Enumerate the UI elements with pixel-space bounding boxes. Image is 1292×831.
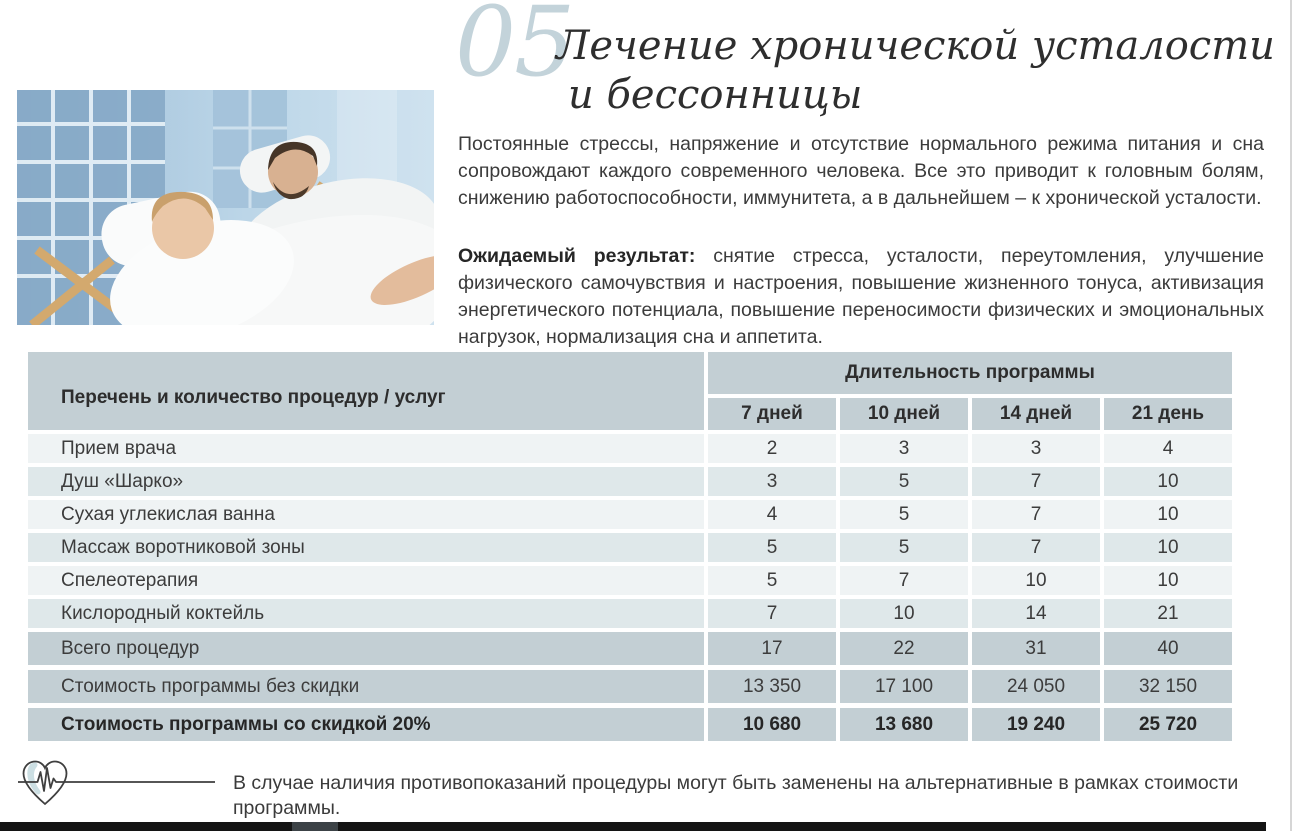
procedure-value: 17 100 xyxy=(840,670,968,703)
procedure-value: 24 050 xyxy=(972,670,1100,703)
procedure-value: 5 xyxy=(840,500,968,529)
heartbeat-heart-icon xyxy=(18,758,218,815)
table-row xyxy=(28,533,1232,562)
procedure-value: 7 xyxy=(972,467,1100,496)
program-table xyxy=(28,352,1232,746)
table-row xyxy=(28,434,1232,463)
column-header-14-days: 14 дней xyxy=(972,398,1100,430)
procedure-value: 7 xyxy=(972,533,1100,562)
procedure-value: 13 680 xyxy=(840,708,968,741)
procedure-value: 10 xyxy=(840,599,968,628)
procedure-value: 25 720 xyxy=(1104,708,1232,741)
table-row xyxy=(28,670,1232,703)
footer-note: В случае наличия противопоказаний процедуры могут быть заменены на альтернативные в рамках стоимости программы. xyxy=(233,772,1239,819)
page-title xyxy=(556,22,1276,120)
procedure-value: 40 xyxy=(1104,632,1232,665)
procedure-value: 3 xyxy=(972,434,1100,463)
procedure-name: Спелеотерапия xyxy=(28,566,704,595)
procedure-value: 7 xyxy=(840,566,968,595)
procedure-value: 4 xyxy=(708,500,836,529)
table-row xyxy=(28,708,1232,741)
column-header-7-days: 7 дней xyxy=(708,398,836,430)
table-row xyxy=(28,467,1232,496)
table-row xyxy=(28,566,1232,595)
column-header-10-days: 10 дней xyxy=(840,398,968,430)
procedure-value: 14 xyxy=(972,599,1100,628)
spa-photo-illustration xyxy=(17,90,434,325)
column-header-procedures: Перечень и количество процедур / услуг xyxy=(28,352,704,430)
bottom-bar-light-segment xyxy=(292,822,338,831)
intro-paragraph: Постоянные стрессы, напряжение и отсутствие нормального режима питания и сна сопровождают каждого современного человека. Все это приводит к головным болям, снижению работоспособности, иммунитета, а в дальнейшем – к хронической усталости. xyxy=(458,133,1264,209)
expected-result-paragraph xyxy=(458,243,1264,351)
procedure-name: Душ «Шарко» xyxy=(28,467,704,496)
expected-result-label: Ожидаемый результат: xyxy=(458,245,696,267)
procedure-name: Сухая углекислая ванна xyxy=(28,500,704,529)
procedure-name: Всего процедур xyxy=(28,632,704,665)
procedure-value: 31 xyxy=(972,632,1100,665)
procedure-value: 10 xyxy=(1104,566,1232,595)
procedure-value: 10 xyxy=(1104,500,1232,529)
procedure-value: 5 xyxy=(708,533,836,562)
procedure-value: 5 xyxy=(840,533,968,562)
procedure-value: 10 xyxy=(972,566,1100,595)
procedure-value: 17 xyxy=(708,632,836,665)
procedure-value: 3 xyxy=(840,434,968,463)
bottom-page-edge-bar xyxy=(0,822,1266,831)
procedure-value: 22 xyxy=(840,632,968,665)
procedure-value: 7 xyxy=(708,599,836,628)
table-header xyxy=(28,352,1232,430)
procedure-value: 5 xyxy=(708,566,836,595)
procedures-table-body xyxy=(28,434,1232,741)
procedure-value: 32 150 xyxy=(1104,670,1232,703)
table-row xyxy=(28,599,1232,628)
column-group-header-duration: Длительность программы xyxy=(708,352,1232,394)
procedure-value: 10 xyxy=(1104,467,1232,496)
procedure-value: 5 xyxy=(840,467,968,496)
procedure-name: Стоимость программы без скидки xyxy=(28,670,704,703)
procedure-name: Массаж воротниковой зоны xyxy=(28,533,704,562)
table-row xyxy=(28,632,1232,665)
procedure-value: 3 xyxy=(708,467,836,496)
table-row xyxy=(28,500,1232,529)
procedure-name: Кислородный коктейль xyxy=(28,599,704,628)
spa-photo xyxy=(17,90,434,325)
procedure-value: 4 xyxy=(1104,434,1232,463)
procedure-name: Стоимость программы со скидкой 20% xyxy=(28,708,704,741)
column-header-21-days: 21 день xyxy=(1104,398,1232,430)
procedure-value: 10 xyxy=(1104,533,1232,562)
procedure-value: 13 350 xyxy=(708,670,836,703)
procedure-value: 21 xyxy=(1104,599,1232,628)
page-title-line2: и бессонницы xyxy=(568,72,863,118)
procedure-value: 7 xyxy=(972,500,1100,529)
procedure-name: Прием врача xyxy=(28,434,704,463)
expected-result-text: снятие стресса, усталости, переутомления, улучшение физического самочувствия и настроения, повышение жизненного тонуса, активизация энергетического потенциала, повышение переносимости физических и эмоциональных нагрузок, нормализация сна и аппетита. xyxy=(458,245,1264,348)
section-number: 05 xyxy=(455,0,574,98)
procedure-value: 19 240 xyxy=(972,708,1100,741)
page-title-line1: Лечение хронической усталости xyxy=(556,23,1275,69)
procedure-value: 10 680 xyxy=(708,708,836,741)
duration-header-row xyxy=(708,398,1232,430)
procedure-value: 2 xyxy=(708,434,836,463)
